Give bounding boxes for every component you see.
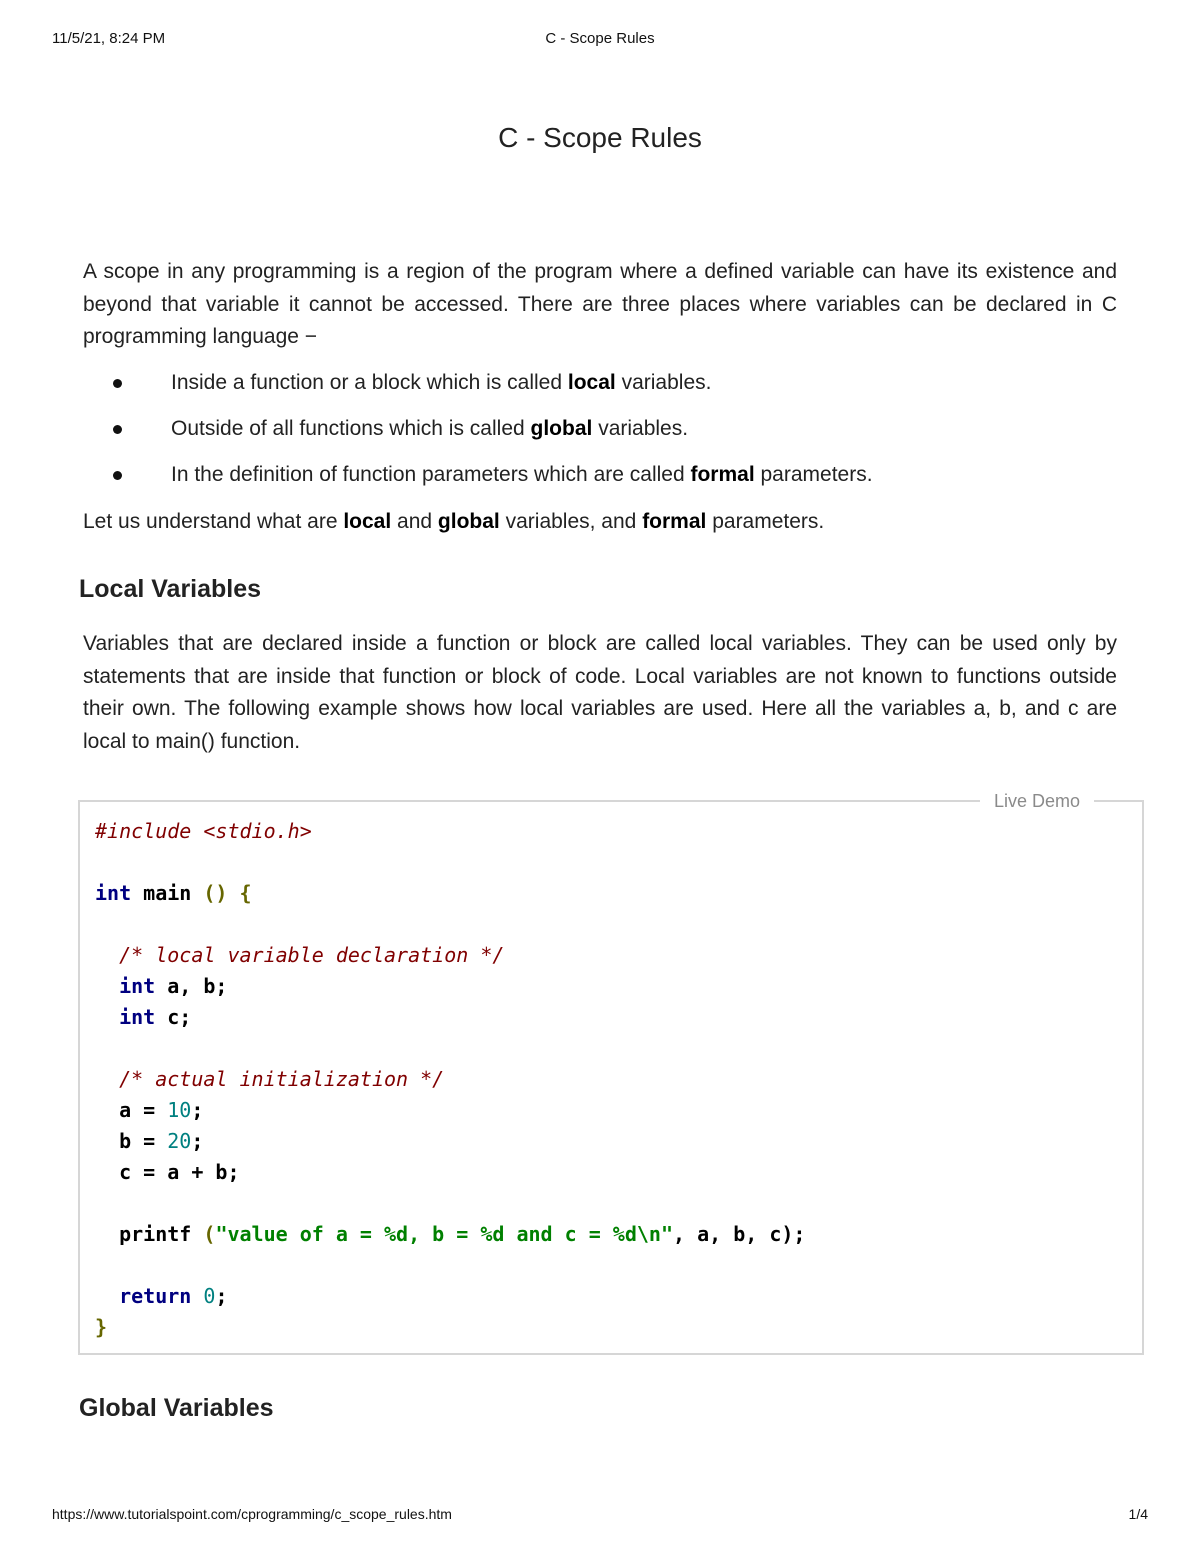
code-line: printf ("value of a = %d, b = %d and c = %d\n", a, b, c); bbox=[119, 1222, 806, 1246]
page-title: C - Scope Rules bbox=[498, 122, 702, 153]
code-line: int c; bbox=[119, 1005, 192, 1029]
bullet-text: In the definition of function parameters which are called formal parameters. bbox=[171, 463, 873, 486]
code-line: /* local variable declaration */ bbox=[119, 943, 505, 967]
summary-paragraph: Let us understand what are local and global variables, and formal parameters. bbox=[83, 510, 825, 533]
bullet-item-local bbox=[83, 367, 1117, 399]
code-line: a = 10; bbox=[119, 1098, 204, 1122]
bullet-item-formal bbox=[83, 459, 1117, 491]
code-line: return 0; bbox=[119, 1284, 228, 1308]
code-line: /* actual initialization */ bbox=[119, 1067, 445, 1091]
bullet-text: Outside of all functions which is called global variables. bbox=[171, 417, 689, 440]
local-variables-heading: Local Variables bbox=[79, 575, 262, 603]
print-datetime: 11/5/21, 8:24 PM bbox=[52, 30, 166, 47]
code-line: int a, b; bbox=[119, 974, 228, 998]
code-example-box bbox=[78, 791, 1144, 1355]
code-line: int main () { bbox=[95, 881, 252, 905]
code-line: #include <stdio.h> bbox=[95, 819, 312, 843]
local-variables-paragraph: Variables that are declared inside a function or block are called local variables. They can be used only by statements that are inside that function or block of code. Local variables are not known to functions outside their own. The following example shows how local variables are used. Here all the variables a, b, and c are local to main() function. bbox=[83, 632, 1117, 753]
global-variables-heading: Global Variables bbox=[79, 1394, 274, 1422]
print-doc-title: C - Scope Rules bbox=[545, 30, 655, 47]
bullet-text: Inside a function or a block which is called local variables. bbox=[171, 371, 712, 394]
intro-paragraph: A scope in any programming is a region of the program where a defined variable can have its existence and beyond that variable it cannot be accessed. There are three places where variables can be declared in C programming language − bbox=[83, 260, 1117, 348]
bullet-dot-icon bbox=[113, 425, 122, 434]
code-line: c = a + b; bbox=[119, 1160, 240, 1184]
bullet-dot-icon bbox=[113, 379, 122, 388]
print-page-number: 1/4 bbox=[1128, 1506, 1148, 1522]
bullet-item-global bbox=[83, 413, 1117, 445]
code-line: } bbox=[95, 1315, 108, 1339]
print-url: https://www.tutorialspoint.com/cprogramming/c_scope_rules.htm bbox=[52, 1506, 452, 1522]
code-line: b = 20; bbox=[119, 1129, 204, 1153]
bullet-dot-icon bbox=[113, 471, 122, 480]
live-demo-link[interactable]: Live Demo bbox=[980, 790, 1094, 812]
